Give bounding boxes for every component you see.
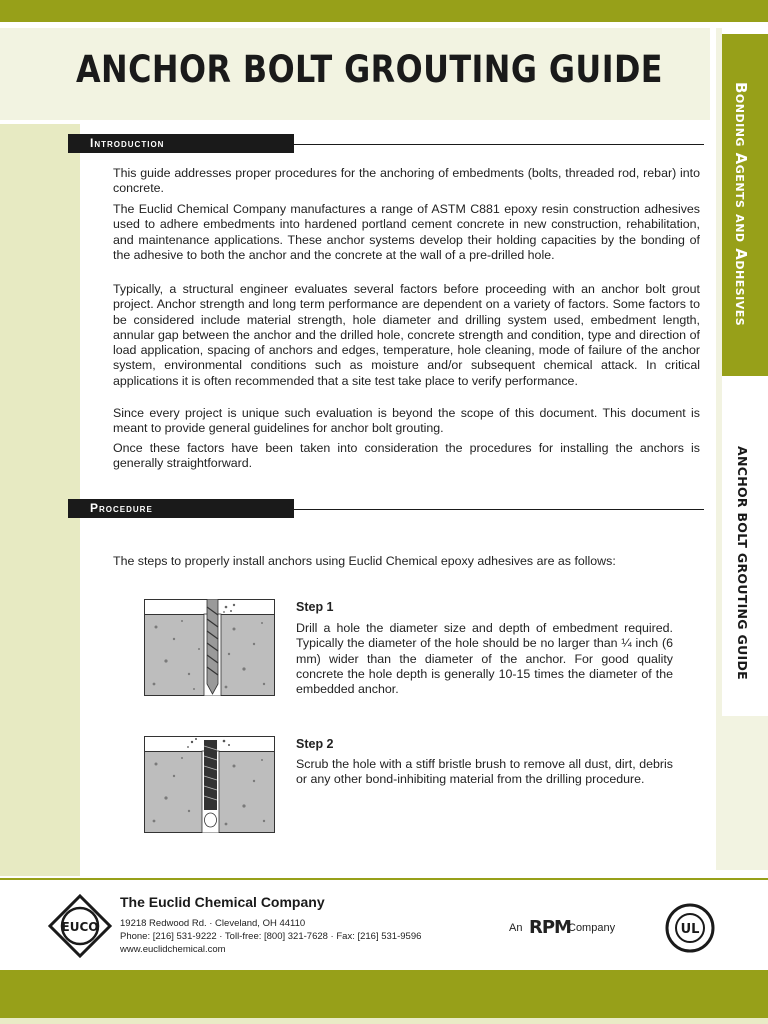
footer-rule bbox=[0, 878, 768, 880]
side-tab-label-bonding: Bonding Agents and Adhesives bbox=[732, 82, 750, 327]
rpm-logo: RPM bbox=[529, 917, 571, 938]
introduction-heading: Introduction bbox=[68, 134, 294, 153]
side-tab-label-guide: ANCHOR BOLT GROUTING GUIDE bbox=[735, 446, 750, 680]
intro-paragraph-5: Once these factors have been taken into consideration the procedures for installing the anchors is generally straightforward. bbox=[113, 441, 700, 471]
intro-paragraph-4: Since every project is unique such evaluation is beyond the scope of this document. This document is meant to provide general guidelines for anchor bolt grouting. bbox=[113, 406, 700, 436]
bottom-strip bbox=[0, 1018, 768, 1024]
step-2-text: Scrub the hole with a stiff bristle brush to remove all dust, dirt, debris or any other bond-inhibiting material from the drilling procedure. bbox=[296, 757, 673, 787]
intro-paragraph-2: The Euclid Chemical Company manufactures a range of ASTM C881 epoxy resin construction adhesives used to adhere embedments into hardened portland cement concrete in new construction, rehabilitation, and maintenance applications. These anchor systems develop their holding capacities by the bonding of the adhesive to both the anchor and the concrete at the wall of a pre-drilled hole. bbox=[113, 202, 700, 262]
step-2-title: Step 2 bbox=[296, 737, 334, 751]
introduction-rule bbox=[294, 144, 704, 145]
company-name: The Euclid Chemical Company bbox=[120, 894, 325, 910]
drill-hole-illustration bbox=[144, 599, 275, 696]
company-phones: Phone: [216] 531-9222 · Toll-free: [800] 321-7628 · Fax: [216] 531-9596 bbox=[120, 931, 422, 942]
step-1-title: Step 1 bbox=[296, 600, 334, 614]
ul-mark: UL bbox=[680, 922, 700, 937]
bottom-color-bar bbox=[0, 970, 768, 1024]
procedure-heading: Procedure bbox=[68, 499, 294, 518]
intro-paragraph-3: Typically, a structural engineer evaluates several factors before proceeding with an anchor bolt grout project. Anchor strength and long term performance are dependent on a variety of factors. Some factors to be considered include material strength, hole diameter and drilling system used, embedment length, annular gap between the anchor and the drilled hole, concrete strength and condition, type and direction of load application, spacing of anchors and edges, temperature, hole cleaning, mode of failure of the anchor system, environmental conditions such as moisture and/or subsequent chemical attack. In critical applications it is often recommended that a site test take place to verify performance. bbox=[113, 282, 700, 388]
page-title: ANCHOR BOLT GROUTING GUIDE bbox=[76, 48, 663, 91]
procedure-rule bbox=[294, 509, 704, 510]
intro-paragraph-1: This guide addresses proper procedures for the anchoring of embedments (bolts, threaded rod, rebar) into concrete. bbox=[113, 166, 700, 196]
side-tab-blank bbox=[722, 716, 768, 870]
company-website[interactable]: www.euclidchemical.com bbox=[120, 944, 226, 955]
rpm-suffix: Company bbox=[568, 922, 616, 934]
ul-certification-icon bbox=[665, 903, 715, 953]
step-1-text: Drill a hole the diameter size and depth of embedment required. Typically the diameter of the hole should be no larger than ¼ inch (6 mm) wider than the diameter of the anchor. For good quality concrete the hole depth is generally 10-15 times the diameter of the embedded anchor. bbox=[296, 621, 673, 697]
rpm-prefix: An bbox=[509, 922, 523, 934]
procedure-intro: The steps to properly install anchors using Euclid Chemical epoxy adhesives are as follows: bbox=[113, 554, 616, 568]
company-address: 19218 Redwood Rd. · Cleveland, OH 44110 bbox=[120, 918, 306, 929]
top-color-bar bbox=[0, 0, 768, 22]
brush-hole-illustration bbox=[144, 736, 275, 833]
euclid-logo-icon bbox=[48, 894, 112, 958]
logo-letters: EUCO bbox=[61, 920, 99, 934]
